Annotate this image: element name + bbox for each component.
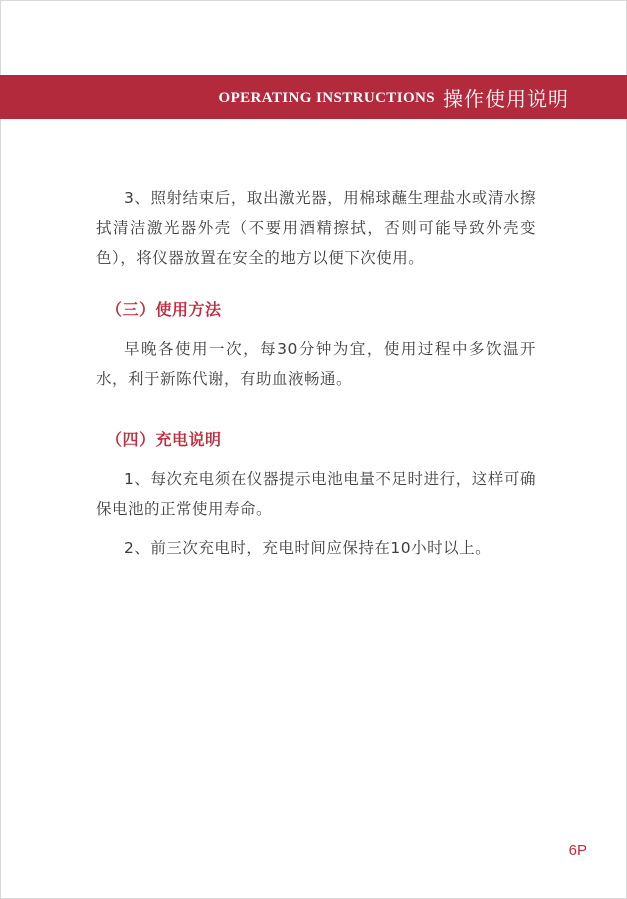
header-title-en: OPERATING INSTRUCTIONS <box>218 89 435 106</box>
paragraph-charging-1: 1、每次充电须在仪器提示电池电量不足时进行，这样可确保电池的正常使用寿命。 <box>96 470 536 518</box>
paragraph-cleaning-instructions: 3、照射结束后，取出激光器，用棉球蘸生理盐水或清水擦拭清洁激光器外壳（不要用酒精擦拭，否则可能导致外壳变色），将仪器放置在安全的地方以便下次使用。 <box>96 189 536 267</box>
section-heading-usage: （三）使用方法 <box>106 300 222 319</box>
content-body <box>96 183 536 563</box>
header-band <box>0 75 627 119</box>
paragraph-usage: 早晚各使用一次，每30分钟为宜，使用过程中多饮温开水，利于新陈代谢，有助血液畅通。 <box>96 340 536 388</box>
header-title-cn: 操作使用说明 <box>443 86 569 111</box>
section-heading-charging: （四）充电说明 <box>106 430 222 449</box>
page-number: 6P <box>568 842 587 859</box>
paragraph-charging-2: 2、前三次充电时，充电时间应保持在10小时以上。 <box>124 539 492 557</box>
